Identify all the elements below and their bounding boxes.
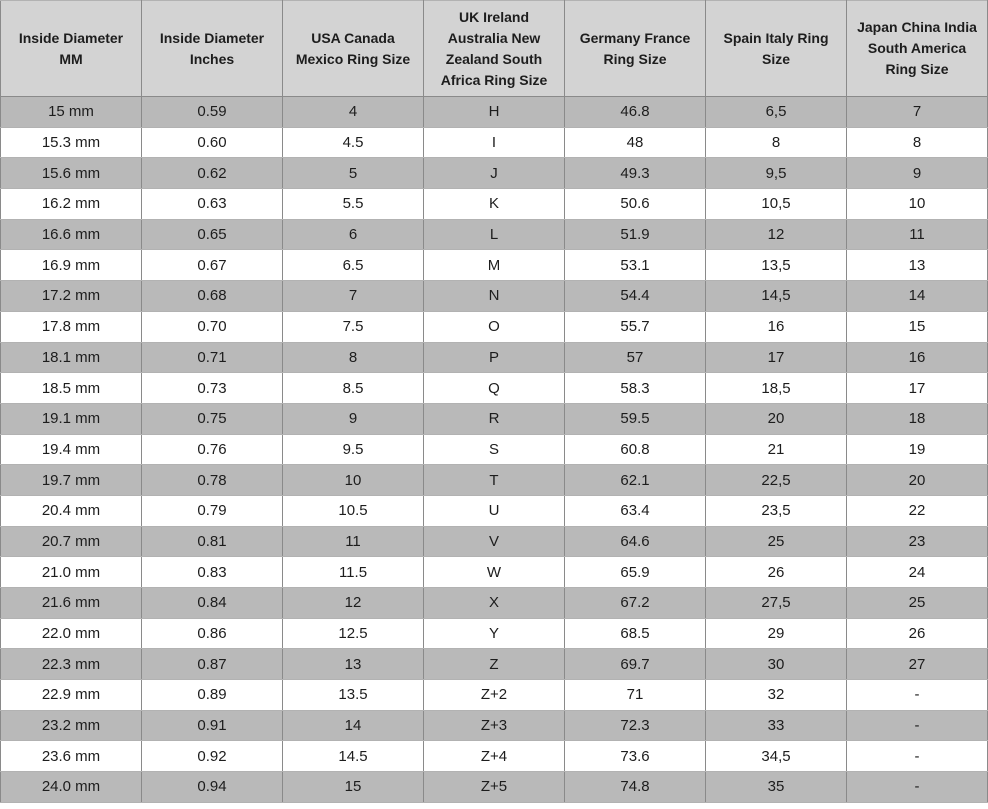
table-row — [1, 281, 988, 312]
table-cell: 32 — [706, 680, 847, 711]
table-cell: 20 — [706, 403, 847, 434]
table-cell: O — [424, 311, 565, 342]
table-cell: 29 — [706, 618, 847, 649]
table-cell: 53.1 — [565, 250, 706, 281]
table-cell: 74.8 — [565, 772, 706, 803]
table-cell: 16.9 mm — [1, 250, 142, 281]
table-cell: 0.78 — [142, 465, 283, 496]
header-cell: UK Ireland Australia New Zealand South Africa Ring Size — [424, 1, 565, 97]
table-cell: 63.4 — [565, 495, 706, 526]
table-cell: 22.3 mm — [1, 649, 142, 680]
table-row — [1, 710, 988, 741]
table-cell: 0.81 — [142, 526, 283, 557]
table-cell: 0.67 — [142, 250, 283, 281]
table-cell: 6.5 — [283, 250, 424, 281]
table-cell: 0.63 — [142, 189, 283, 220]
table-cell: 65.9 — [565, 557, 706, 588]
table-cell: N — [424, 281, 565, 312]
table-cell: 4.5 — [283, 127, 424, 158]
table-cell: 10 — [283, 465, 424, 496]
table-cell: 22 — [847, 495, 988, 526]
table-cell: 16 — [706, 311, 847, 342]
table-cell: 18.1 mm — [1, 342, 142, 373]
table-cell: Z+4 — [424, 741, 565, 772]
table-cell: 17 — [706, 342, 847, 373]
table-cell: 25 — [706, 526, 847, 557]
table-cell: 9,5 — [706, 158, 847, 189]
table-cell: 0.91 — [142, 710, 283, 741]
table-cell: 8.5 — [283, 373, 424, 404]
table-cell: 0.83 — [142, 557, 283, 588]
table-cell: 9 — [283, 403, 424, 434]
table-cell: 0.60 — [142, 127, 283, 158]
table-cell: Z+5 — [424, 772, 565, 803]
table-cell: 69.7 — [565, 649, 706, 680]
table-cell: - — [847, 680, 988, 711]
table-cell: 15 mm — [1, 97, 142, 128]
table-cell: W — [424, 557, 565, 588]
table-cell: 16 — [847, 342, 988, 373]
table-cell: 15.6 mm — [1, 158, 142, 189]
table-cell: 22,5 — [706, 465, 847, 496]
table-cell: 12 — [283, 588, 424, 619]
table-cell: 13 — [847, 250, 988, 281]
table-cell: 20.7 mm — [1, 526, 142, 557]
table-cell: 19 — [847, 434, 988, 465]
table-body — [1, 97, 988, 803]
table-cell: 15.3 mm — [1, 127, 142, 158]
table-cell: 11 — [283, 526, 424, 557]
table-cell: 14 — [283, 710, 424, 741]
table-cell: 0.86 — [142, 618, 283, 649]
table-cell: 0.84 — [142, 588, 283, 619]
table-row — [1, 680, 988, 711]
table-cell: X — [424, 588, 565, 619]
table-row — [1, 373, 988, 404]
table-cell: 0.65 — [142, 219, 283, 250]
table-cell: 0.76 — [142, 434, 283, 465]
header-cell: USA Canada Mexico Ring Size — [283, 1, 424, 97]
table-cell: 15 — [847, 311, 988, 342]
table-row — [1, 495, 988, 526]
table-cell: 0.68 — [142, 281, 283, 312]
table-row — [1, 189, 988, 220]
table-cell: - — [847, 710, 988, 741]
header-cell: Inside Diameter Inches — [142, 1, 283, 97]
table-cell: 6 — [283, 219, 424, 250]
table-cell: 33 — [706, 710, 847, 741]
table-cell: Z+3 — [424, 710, 565, 741]
table-cell: 24 — [847, 557, 988, 588]
table-cell: 10.5 — [283, 495, 424, 526]
table-cell: 0.94 — [142, 772, 283, 803]
table-cell: 5.5 — [283, 189, 424, 220]
table-cell: 0.89 — [142, 680, 283, 711]
table-cell: 19.1 mm — [1, 403, 142, 434]
table-cell: M — [424, 250, 565, 281]
table-cell: 6,5 — [706, 97, 847, 128]
table-cell: 9 — [847, 158, 988, 189]
table-cell: 21 — [706, 434, 847, 465]
table-cell: 0.87 — [142, 649, 283, 680]
table-cell: 8 — [706, 127, 847, 158]
header-cell: Inside Diameter MM — [1, 1, 142, 97]
table-cell: 71 — [565, 680, 706, 711]
table-cell: 30 — [706, 649, 847, 680]
table-row — [1, 158, 988, 189]
table-cell: 10,5 — [706, 189, 847, 220]
table-cell: 21.6 mm — [1, 588, 142, 619]
table-cell: 23.2 mm — [1, 710, 142, 741]
table-cell: 12.5 — [283, 618, 424, 649]
table-row — [1, 342, 988, 373]
table-cell: 17 — [847, 373, 988, 404]
table-row — [1, 97, 988, 128]
table-cell: 59.5 — [565, 403, 706, 434]
table-cell: 21.0 mm — [1, 557, 142, 588]
table-cell: 68.5 — [565, 618, 706, 649]
table-cell: 54.4 — [565, 281, 706, 312]
header-cell: Germany France Ring Size — [565, 1, 706, 97]
table-cell: 19.7 mm — [1, 465, 142, 496]
table-cell: 23,5 — [706, 495, 847, 526]
table-cell: V — [424, 526, 565, 557]
table-cell: 7.5 — [283, 311, 424, 342]
table-cell: 50.6 — [565, 189, 706, 220]
table-cell: I — [424, 127, 565, 158]
table-cell: 57 — [565, 342, 706, 373]
table-cell: 26 — [847, 618, 988, 649]
table-cell: H — [424, 97, 565, 128]
table-cell: 4 — [283, 97, 424, 128]
table-row — [1, 741, 988, 772]
table-cell: 8 — [283, 342, 424, 373]
table-cell: 27 — [847, 649, 988, 680]
table-cell: 46.8 — [565, 97, 706, 128]
table-cell: 0.71 — [142, 342, 283, 373]
table-cell: - — [847, 772, 988, 803]
table-cell: 0.73 — [142, 373, 283, 404]
table-cell: 51.9 — [565, 219, 706, 250]
table-cell: 24.0 mm — [1, 772, 142, 803]
table-cell: 11.5 — [283, 557, 424, 588]
table-cell: 25 — [847, 588, 988, 619]
table-cell: 58.3 — [565, 373, 706, 404]
table-cell: 17.8 mm — [1, 311, 142, 342]
table-row — [1, 618, 988, 649]
table-cell: 72.3 — [565, 710, 706, 741]
table-cell: 0.62 — [142, 158, 283, 189]
table-cell: 23 — [847, 526, 988, 557]
table-row — [1, 465, 988, 496]
table-cell: 8 — [847, 127, 988, 158]
table-row — [1, 127, 988, 158]
table-cell: 18 — [847, 403, 988, 434]
table-cell: 48 — [565, 127, 706, 158]
table-cell: Z+2 — [424, 680, 565, 711]
header-row — [1, 1, 988, 97]
table-cell: 10 — [847, 189, 988, 220]
table-cell: 20 — [847, 465, 988, 496]
table-row — [1, 526, 988, 557]
table-cell: Q — [424, 373, 565, 404]
table-cell: - — [847, 741, 988, 772]
table-row — [1, 403, 988, 434]
table-cell: 16.2 mm — [1, 189, 142, 220]
table-row — [1, 649, 988, 680]
table-cell: 64.6 — [565, 526, 706, 557]
table-cell: 15 — [283, 772, 424, 803]
table-cell: P — [424, 342, 565, 373]
table-cell: 13.5 — [283, 680, 424, 711]
table-header — [1, 1, 988, 97]
table-cell: 7 — [847, 97, 988, 128]
table-cell: 22.9 mm — [1, 680, 142, 711]
table-cell: 19.4 mm — [1, 434, 142, 465]
table-row — [1, 311, 988, 342]
table-cell: 18,5 — [706, 373, 847, 404]
table-cell: Z — [424, 649, 565, 680]
table-cell: 12 — [706, 219, 847, 250]
table-cell: 26 — [706, 557, 847, 588]
table-cell: 20.4 mm — [1, 495, 142, 526]
table-cell: 9.5 — [283, 434, 424, 465]
table-cell: 22.0 mm — [1, 618, 142, 649]
table-cell: 27,5 — [706, 588, 847, 619]
table-cell: 13,5 — [706, 250, 847, 281]
table-cell: 23.6 mm — [1, 741, 142, 772]
table-row — [1, 250, 988, 281]
table-cell: T — [424, 465, 565, 496]
table-cell: 49.3 — [565, 158, 706, 189]
table-row — [1, 588, 988, 619]
table-cell: K — [424, 189, 565, 220]
table-cell: 0.79 — [142, 495, 283, 526]
table-cell: 13 — [283, 649, 424, 680]
table-cell: J — [424, 158, 565, 189]
table-cell: 0.92 — [142, 741, 283, 772]
table-cell: S — [424, 434, 565, 465]
table-cell: 14,5 — [706, 281, 847, 312]
table-cell: 0.59 — [142, 97, 283, 128]
table-cell: 5 — [283, 158, 424, 189]
table-cell: 73.6 — [565, 741, 706, 772]
table-row — [1, 557, 988, 588]
table-cell: 18.5 mm — [1, 373, 142, 404]
table-cell: 67.2 — [565, 588, 706, 619]
table-cell: 7 — [283, 281, 424, 312]
table-cell: 34,5 — [706, 741, 847, 772]
table-row — [1, 434, 988, 465]
table-cell: 35 — [706, 772, 847, 803]
table-cell: Y — [424, 618, 565, 649]
table-cell: 0.75 — [142, 403, 283, 434]
table-cell: L — [424, 219, 565, 250]
table-cell: 14 — [847, 281, 988, 312]
header-cell: Japan China India South America Ring Size — [847, 1, 988, 97]
table-cell: U — [424, 495, 565, 526]
table-cell: 14.5 — [283, 741, 424, 772]
table-cell: 16.6 mm — [1, 219, 142, 250]
table-cell: 62.1 — [565, 465, 706, 496]
table-cell: 0.70 — [142, 311, 283, 342]
header-cell: Spain Italy Ring Size — [706, 1, 847, 97]
table-row — [1, 219, 988, 250]
table-cell: 55.7 — [565, 311, 706, 342]
table-cell: R — [424, 403, 565, 434]
table-cell: 17.2 mm — [1, 281, 142, 312]
table-cell: 11 — [847, 219, 988, 250]
table-row — [1, 772, 988, 803]
table-cell: 60.8 — [565, 434, 706, 465]
